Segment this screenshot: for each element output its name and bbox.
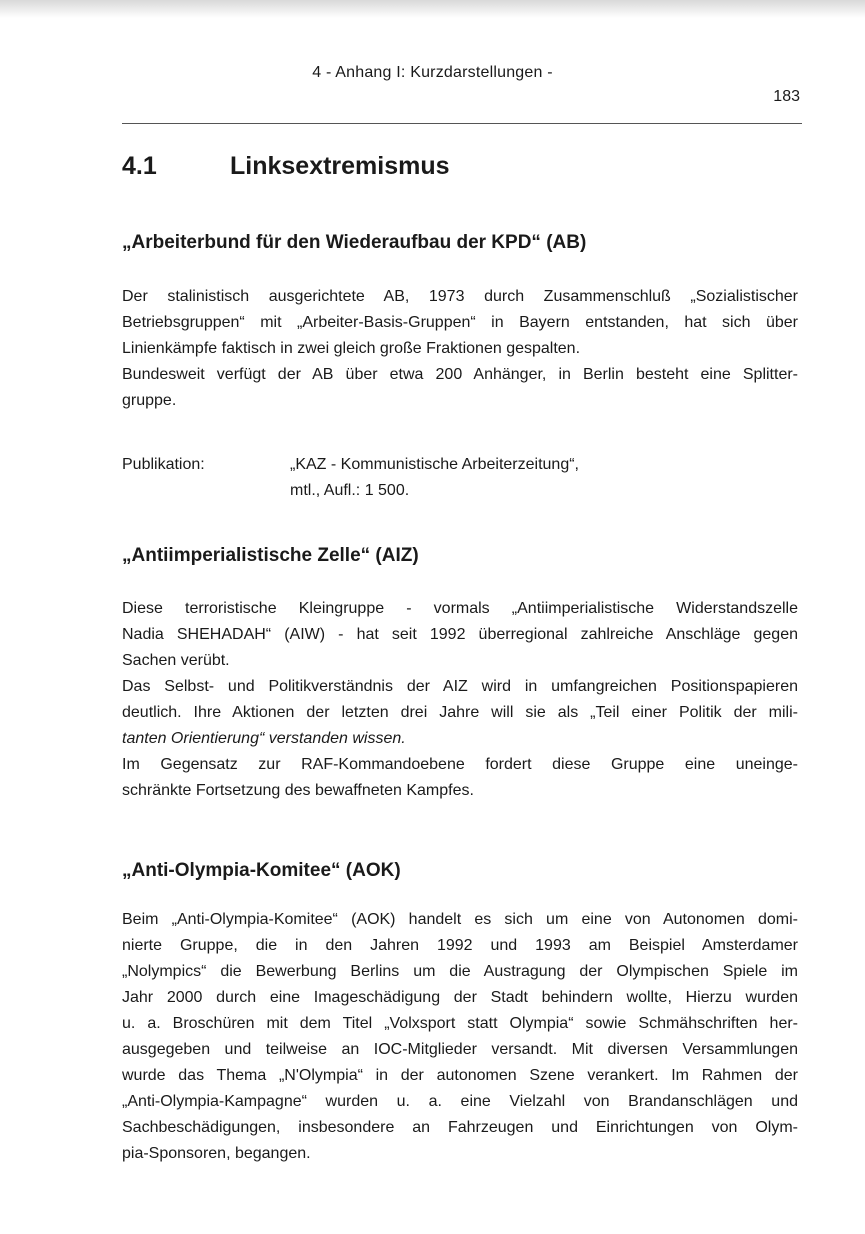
section-heading-aok: „Anti-Olympia-Komitee“ (AOK)	[122, 860, 401, 881]
text-line: wurde das Thema „N'Olympia“ in der autonomen Szene verankert. Im Rahmen der	[122, 1067, 798, 1084]
text-line: Sachbeschädigungen, insbesondere an Fahrzeugen und Einrichtungen von Olym-	[122, 1119, 798, 1136]
chapter-title: Linksextremismus	[230, 152, 450, 180]
text-line: Betriebsgruppen“ mit „Arbeiter-Basis-Gruppen“ in Bayern entstanden, hat sich über	[122, 314, 798, 331]
text-line: u. a. Broschüren mit dem Titel „Volxsport statt Olympia“ sowie Schmähschriften her-	[122, 1015, 798, 1032]
publication-label: Publikation:	[122, 456, 205, 473]
text-line: deutlich. Ihre Aktionen der letzten drei Jahre will sie als „Teil einer Politik der mili-	[122, 704, 798, 721]
text-line: ausgegeben und teilweise an IOC-Mitglieder versandt. Mit diversen Versammlungen	[122, 1041, 798, 1058]
text-line: „Nolympics“ die Bewerbung Berlins um die Austragung der Olympischen Spiele im	[122, 963, 798, 980]
text-line: Diese terroristische Kleingruppe - vormals „Antiimperialistische Widerstandszelle	[122, 600, 798, 617]
scan-edge-shadow	[0, 0, 865, 18]
section-heading-aiz: „Antiimperialistische Zelle“ (AIZ)	[122, 545, 419, 566]
section-heading-ab: „Arbeiterbund für den Wiederaufbau der KPD“ (AB)	[122, 232, 587, 253]
header-rule	[122, 123, 802, 124]
text-line: Sachen verübt.	[122, 652, 230, 669]
text-line: tanten Orientierung“ verstanden wissen.	[122, 730, 406, 747]
text-line: Beim „Anti-Olympia-Komitee“ (AOK) handelt es sich um eine von Autonomen domi-	[122, 911, 798, 928]
publication-value	[290, 452, 579, 504]
publication-line: mtl., Aufl.: 1 500.	[290, 482, 410, 499]
text-line: pia-Sponsoren, begangen.	[122, 1145, 311, 1162]
text-line: nierte Gruppe, die in den Jahren 1992 und 1993 am Beispiel Amsterdamer	[122, 937, 798, 954]
text-line: Bundesweit verfügt der AB über etwa 200 Anhänger, in Berlin besteht eine Splitter-	[122, 366, 798, 383]
text-line: Im Gegensatz zur RAF-Kommandoebene fordert diese Gruppe eine uneinge-	[122, 756, 798, 773]
text-line: Nadia SHEHADAH“ (AIW) - hat seit 1992 überregional zahlreiche Anschläge gegen	[122, 626, 798, 643]
publication-line: „KAZ - Kommunistische Arbeiterzeitung“,	[290, 456, 579, 473]
text-line: Der stalinistisch ausgerichtete AB, 1973 durch Zusammenschluß „Sozialistischer	[122, 288, 798, 305]
chapter-number: 4.1	[122, 152, 157, 180]
text-line: Linienkämpfe faktisch in zwei gleich große Fraktionen gespalten.	[122, 340, 581, 357]
section-body-aok	[122, 907, 798, 1167]
chapter-heading	[122, 152, 450, 181]
text-line: Jahr 2000 durch eine Imageschädigung der Stadt behindern wollte, Hierzu wurden	[122, 989, 798, 1006]
text-line: gruppe.	[122, 392, 177, 409]
section-body-aiz	[122, 596, 798, 804]
section-body-ab	[122, 284, 798, 414]
running-header: 4 - Anhang I: Kurzdarstellungen -	[312, 64, 553, 81]
text-line: Das Selbst- und Politikverständnis der AIZ wird in umfangreichen Positionspapieren	[122, 678, 798, 695]
text-line: „Anti-Olympia-Kampagne“ wurden u. a. eine Vielzahl von Brandanschlägen und	[122, 1093, 798, 1110]
page-number: 183	[773, 88, 800, 105]
text-line: schränkte Fortsetzung des bewaffneten Kampfes.	[122, 782, 474, 799]
